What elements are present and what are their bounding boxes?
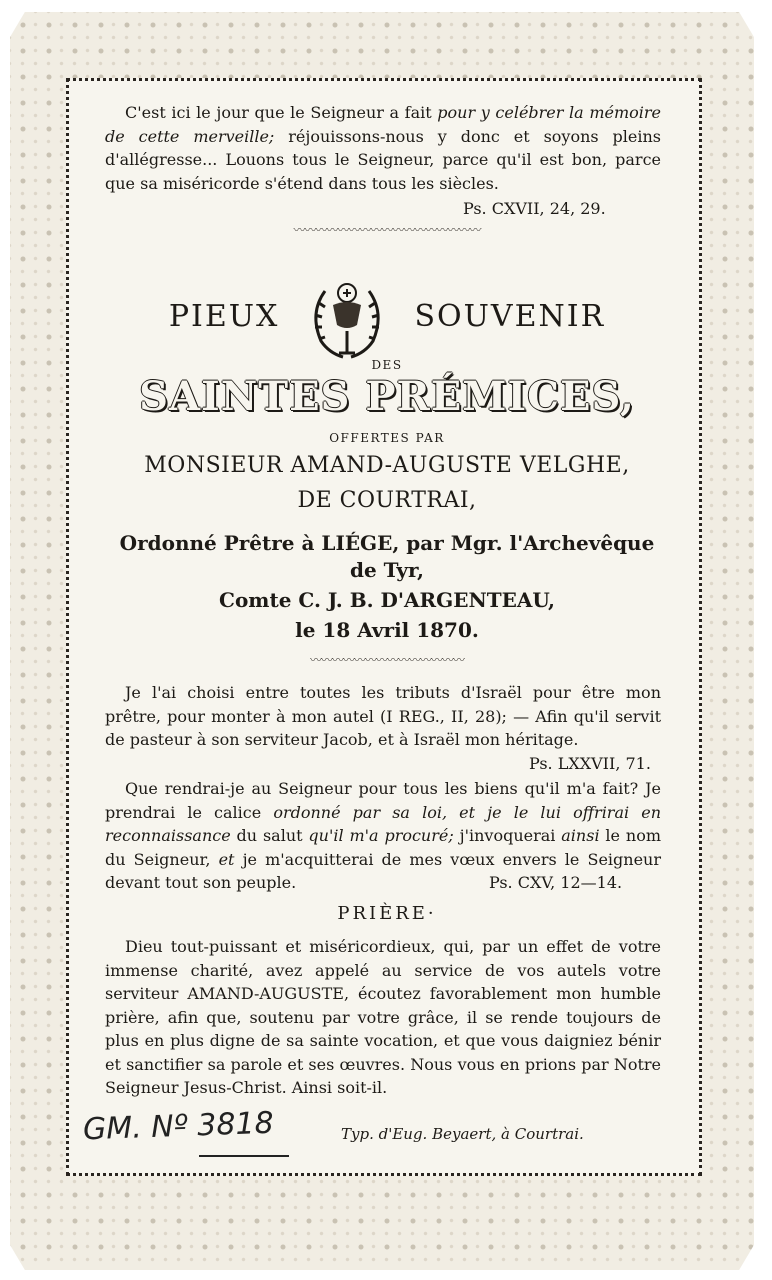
heading-row [69, 273, 705, 363]
offertes-text: OFFERTES PAR [329, 431, 445, 445]
priest-origin: DE COURTRAI, [297, 488, 477, 513]
verse-choice-ref: Ps. LXXVII, 71. [529, 754, 651, 773]
printer-credit: Typ. d'Eug. Beyaert, à Courtrai. [341, 1125, 584, 1143]
priere-title: PRIÈRE· [337, 903, 437, 924]
handwritten-number: GM. Nº 3818 [82, 1105, 275, 1148]
verse-opening: C'est ici le jour que le Seigneur a fait pour y celébrer la mémoire de cette merveille; réjouissons-nous y donc et soyons pleins d'allégresse... Louons tous le Seigneur, parce qu'il est bon, parce que sa miséricorde s'étend dans tous les siècles. [105, 103, 661, 193]
ordination-comte: Comte C. J. B. D'ARGENTEAU, [219, 588, 555, 612]
priere-text: Dieu tout-puissant et miséricordieux, qui, par un effet de votre immense charité, avez appelé au service de vos autels votre serviteur AMAND-AUGUSTE, écoutez favorablement mon humble prière, afin que, soutenu par votre grâce, il se rende toujours de plus en plus digne de sa sainte vocation, et que vous daigniez bénir et sanctifier sa parole et ses œuvres. Nous vous en prions par Notre Seigneur Jesus-Christ. Ainsi soit-il. [105, 937, 661, 1097]
verse-chalice-ref: Ps. CXV, 12—14. [489, 873, 623, 892]
memorial-card [66, 78, 702, 1176]
souvenir-text: SOUVENIR [414, 299, 606, 334]
verse-chalice: Que rendrai-je au Seigneur pour tous les biens qu'il m'a fait? Je prendrai le calice ordonné par sa loi, et je le lui offrirai en reconnaissance du salut qu'il m'a procuré; j'invoquerai ainsi le nom du Seigneur, et je m'acquitterai de mes vœux envers le Seigneur devant tout son peuple. [105, 779, 661, 892]
pieux-text: PIEUX [168, 299, 280, 334]
priest-name: MONSIEUR AMAND-AUGUSTE VELGHE, [144, 453, 630, 478]
divider-top: 〰〰〰〰〰〰〰〰〰〰〰〰〰〰〰〰〰 [293, 223, 481, 237]
verse-opening-ref: Ps. CXVII, 24, 29. [463, 199, 606, 218]
ordination-date: le 18 Avril 1870. [295, 618, 479, 642]
emblem-icon [299, 273, 395, 363]
ordination-line: Ordonné Prêtre à LIÉGE, par Mgr. l'Archevêque [119, 531, 655, 555]
ordination-tyr: de Tyr, [349, 558, 425, 582]
title-saintes-premices: SAINTES PRÉMICES, [139, 373, 635, 420]
verse-choice: Je l'ai choisi entre toutes les tributs d'Israël pour être mon prêtre, pour monter à mon autel (I REG., II, 28); — Afin qu'il servit de pasteur à son serviteur Jacob, et à Israël mon héritage. [105, 683, 661, 749]
des-text: DES [371, 358, 403, 372]
handwritten-underline [199, 1155, 289, 1157]
divider-middle: 〰〰〰〰〰〰〰〰〰〰〰〰〰〰 [309, 653, 464, 667]
